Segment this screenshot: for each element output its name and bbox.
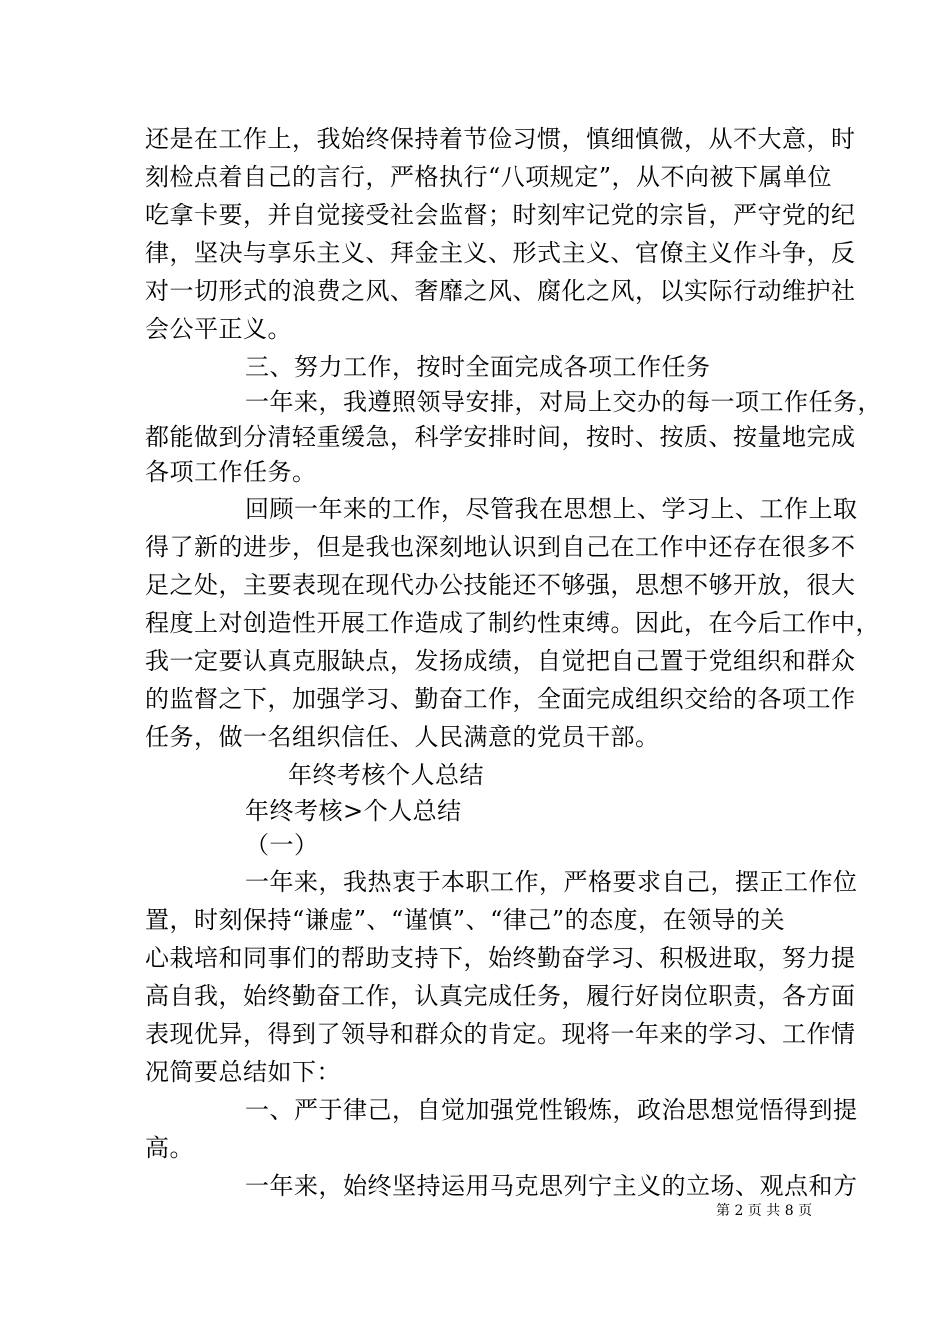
text-line: 况简要总结如下： xyxy=(145,1058,341,1086)
text-line: 我一定要认真克服缺点，发扬成绩，自觉把自己置于党组织和群众 xyxy=(145,647,856,675)
text-line: 对一切形式的浪费之风、奢靡之风、腐化之风，以实际行动维护社 xyxy=(145,277,856,305)
section-heading: 一、严于律己，自觉加强党性锻炼，政治思想觉悟得到提 xyxy=(245,1096,858,1124)
text-line: 刻检点着自己的言行，严格执行“八项规定”，从不向被下属单位 xyxy=(145,163,833,191)
text-line: 会公平正义。 xyxy=(145,315,292,343)
text-line: 一年来，始终坚持运用马克思列宁主义的立场、观点和方 xyxy=(245,1172,858,1200)
section-heading: 三、努力工作，按时全面完成各项工作任务 xyxy=(245,353,711,381)
text-line: 足之处，主要表现在现代办公技能还不够强，思想不够开放，很大 xyxy=(145,571,856,599)
text-line: 高。 xyxy=(145,1134,194,1162)
text-line: 律，坚决与享乐主义、拜金主义、形式主义、官僚主义作斗争，反 xyxy=(145,239,856,267)
text-line: 吃拿卡要，并自觉接受社会监督；时刻牢记党的宗旨，严守党的纪 xyxy=(145,201,856,229)
document-title: 年终考核个人总结 xyxy=(288,761,484,789)
breadcrumb-line: 年终考核>个人总结 xyxy=(245,797,462,825)
text-line: 一年来，我遵照领导安排，对局上交办的每一项工作任务， xyxy=(245,388,882,416)
text-line: 还是在工作上，我始终保持着节俭习惯，慎细慎微，从不大意，时 xyxy=(145,125,856,153)
text-line: 高自我，始终勤奋工作，认真完成任务，履行好岗位职责，各方面 xyxy=(145,982,856,1010)
text-line: 表现优异，得到了领导和群众的肯定。现将一年来的学习、工作情 xyxy=(145,1020,856,1048)
text-line: 的监督之下，加强学习、勤奋工作，全面完成组织交给的各项工作 xyxy=(145,685,856,713)
text-line: 各项工作任务。 xyxy=(145,458,317,486)
text-line: 心栽培和同事们的帮助支持下，始终勤奋学习、积极进取，努力提 xyxy=(145,944,856,972)
text-line: 程度上对创造性开展工作造成了制约性束缚。因此，在今后工作中， xyxy=(145,609,880,637)
text-line: 回顾一年来的工作，尽管我在思想上、学习上、工作上取 xyxy=(245,495,858,523)
text-line: 得了新的进步，但是我也深刻地认识到自己在工作中还存在很多不 xyxy=(145,533,856,561)
text-line: 都能做到分清轻重缓急，科学安排时间，按时、按质、按量地完成 xyxy=(145,423,856,451)
text-line: 置，时刻保持“谦虚”、“谨慎”、“律己”的态度，在领导的关 xyxy=(145,906,786,934)
text-line: 一年来，我热衷于本职工作，严格要求自己，摆正工作位 xyxy=(245,868,858,896)
text-line: 任务，做一名组织信任、人民满意的党员干部。 xyxy=(145,723,660,751)
subsection-marker: （一） xyxy=(245,831,319,859)
page-footer: 第 2 页 共 8 页 xyxy=(716,1203,813,1219)
